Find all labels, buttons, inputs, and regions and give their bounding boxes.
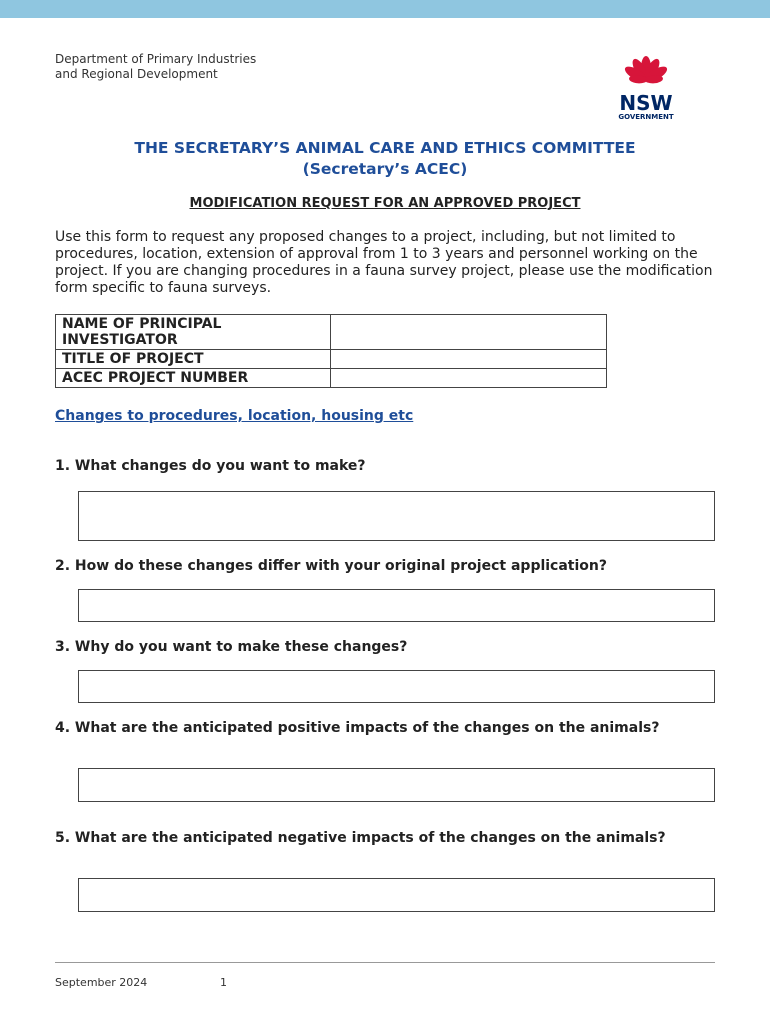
logo-text: NSW — [619, 91, 673, 115]
page-number: 1 — [220, 976, 227, 989]
project-number-label: ACEC PROJECT NUMBER — [56, 369, 331, 388]
department-name — [55, 52, 256, 82]
table-row — [56, 369, 607, 388]
table-row — [56, 350, 607, 369]
question-3: 3. Why do you want to make these changes? — [55, 639, 408, 655]
project-number-field[interactable] — [331, 369, 607, 388]
committee-subtitle: (Secretary’s ACEC) — [302, 160, 468, 178]
table-row — [56, 315, 607, 350]
committee-title: THE SECRETARY’S ANIMAL CARE AND ETHICS COMMITTEE — [134, 139, 636, 157]
department-line-1: Department of Primary Industries — [55, 52, 257, 66]
intro-paragraph: Use this form to request any proposed changes to a project, including, but not limited to procedures, location, extension of approval from 1 to 3 years and personnel working on the project. If you are changing procedures in a fauna survey project, please use the modification form specific to fauna surveys. — [55, 229, 713, 296]
project-info-table — [55, 314, 607, 388]
question-5: 5. What are the anticipated negative impacts of the changes on the animals? — [55, 830, 666, 846]
project-title-field[interactable] — [331, 350, 607, 369]
answer-box-2[interactable] — [78, 589, 715, 622]
project-title-label: TITLE OF PROJECT — [56, 350, 331, 369]
answer-box-3[interactable] — [78, 670, 715, 703]
question-1: 1. What changes do you want to make? — [55, 458, 366, 474]
nsw-government-logo — [610, 50, 682, 122]
principal-investigator-label: NAME OF PRINCIPAL INVESTIGATOR — [56, 315, 331, 350]
section-heading-link[interactable]: Changes to procedures, location, housing etc — [55, 408, 414, 424]
question-4: 4. What are the anticipated positive impacts of the changes on the animals? — [55, 720, 660, 736]
answer-box-5[interactable] — [78, 878, 715, 912]
answer-box-4[interactable] — [78, 768, 715, 802]
answer-box-1[interactable] — [78, 491, 715, 541]
department-line-2: and Regional Development — [55, 67, 218, 81]
top-color-bar — [0, 0, 770, 18]
footer-divider — [55, 962, 715, 963]
form-title: MODIFICATION REQUEST FOR AN APPROVED PROJECT — [189, 196, 581, 211]
footer-date: September 2024 — [55, 976, 148, 989]
question-2: 2. How do these changes differ with your original project application? — [55, 558, 608, 574]
logo-subtext: GOVERNMENT — [618, 113, 674, 121]
principal-investigator-field[interactable] — [331, 315, 607, 350]
waratah-flower-icon — [623, 56, 670, 84]
